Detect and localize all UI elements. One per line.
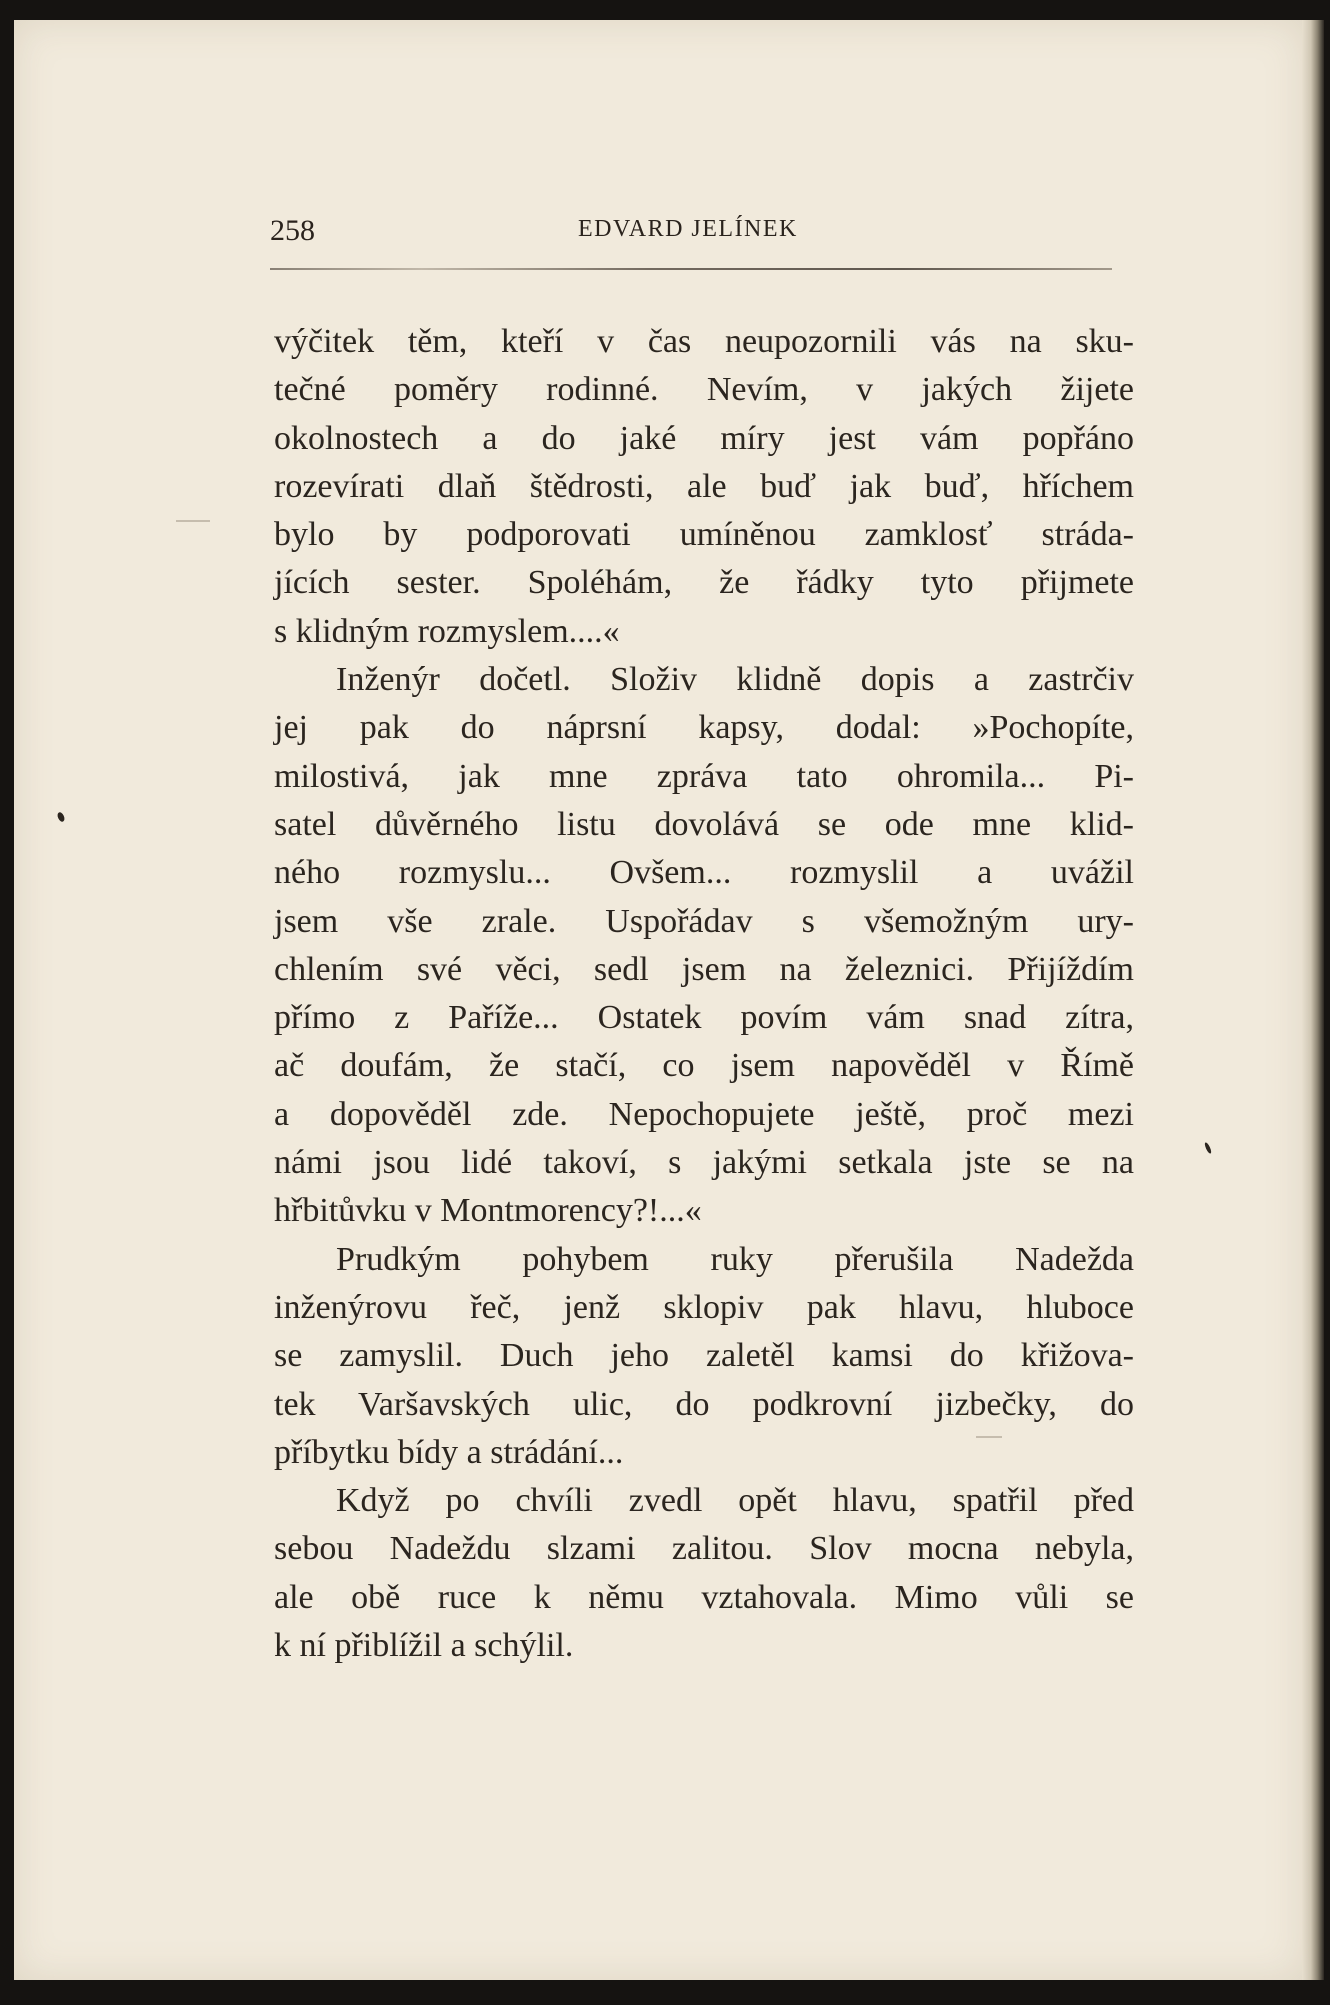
header-rule (270, 268, 1112, 270)
text-line: se zamyslil. Duch jeho zaletěl kamsi do křižova- (274, 1337, 1134, 1375)
text-line: satel důvěrného listu dovolává se ode mne klid- (274, 805, 1134, 843)
body-text (274, 318, 1134, 1670)
paragraph (274, 656, 1134, 1236)
text-line: k ní přiblížil a schýlil. (274, 1627, 574, 1665)
text-line: okolnostech a do jaké míry jest vám popřáno (274, 419, 1134, 457)
text-line: milostivá, jak mne zpráva tato ohromila... Pi- (274, 757, 1134, 795)
text-line: chlením své věci, sedl jsem na železnici. Přijíždím (274, 950, 1134, 988)
paragraph (274, 1477, 1134, 1670)
text-line: Prudkým pohybem ruky přerušila Nadežda (336, 1240, 1134, 1278)
text-line: tek Varšavských ulic, do podkrovní jizbečky, do (274, 1385, 1134, 1423)
text-line: a dopověděl zde. Nepochopujete ještě, proč mezi (274, 1095, 1134, 1133)
text-line: hřbitůvku v Montmorency?!...« (274, 1192, 702, 1230)
text-line: jících sester. Spoléhám, že řádky tyto přijmete (274, 564, 1134, 602)
text-line: jej pak do náprsní kapsy, dodal: »Pochopíte, (274, 709, 1134, 747)
text-line: bylo by podporovati umíněnou zamklosť strádа- (274, 516, 1134, 554)
text-line: rozevírati dlaň štědrosti, ale buď jak buď, hříchem (274, 467, 1134, 505)
page-edge-shadow (1302, 20, 1324, 1980)
running-head-author: EDVARD JELÍNEK (578, 216, 798, 242)
text-line: ale obě ruce k němu vztahovala. Mimo vůli se (274, 1578, 1134, 1616)
running-head (270, 214, 1110, 254)
text-line: s klidným rozmyslem....« (274, 612, 620, 650)
paragraph (274, 1236, 1134, 1477)
text-line: přímo z Paříže... Ostatek povím vám snad zítra, (274, 999, 1134, 1037)
paper-speck (976, 1436, 1002, 1438)
page-number: 258 (270, 214, 315, 247)
text-line: Inženýr dočetl. Složiv klidně dopis a zastrčiv (336, 661, 1134, 699)
text-line: tečné poměry rodinné. Nevím, v jakých žijete (274, 371, 1134, 409)
text-line: Když po chvíli zvedl opět hlavu, spatřil před (336, 1482, 1134, 1520)
text-line: sebou Nadeždu slzami zalitou. Slov mocna nebyla, (274, 1530, 1134, 1568)
text-line: inženýrovu řeč, jenž sklopiv pak hlavu, hluboce (274, 1288, 1134, 1326)
text-line: příbytku bídy a strádání... (274, 1433, 624, 1471)
text-line: námi jsou lidé takoví, s jakými setkala jste se na (274, 1144, 1134, 1182)
paper-speck (176, 520, 210, 522)
text-line: jsem vše zrale. Uspořádav s všemožným ury- (274, 902, 1134, 940)
paragraph (274, 318, 1134, 656)
text-line: ného rozmyslu... Ovšem... rozmyslil a uvážil (274, 854, 1134, 892)
text-line: ač doufám, že stačí, co jsem napověděl v Římě (274, 1047, 1134, 1085)
text-line: výčitek těm, kteří v čas neupozornili vás na sku- (274, 323, 1134, 360)
